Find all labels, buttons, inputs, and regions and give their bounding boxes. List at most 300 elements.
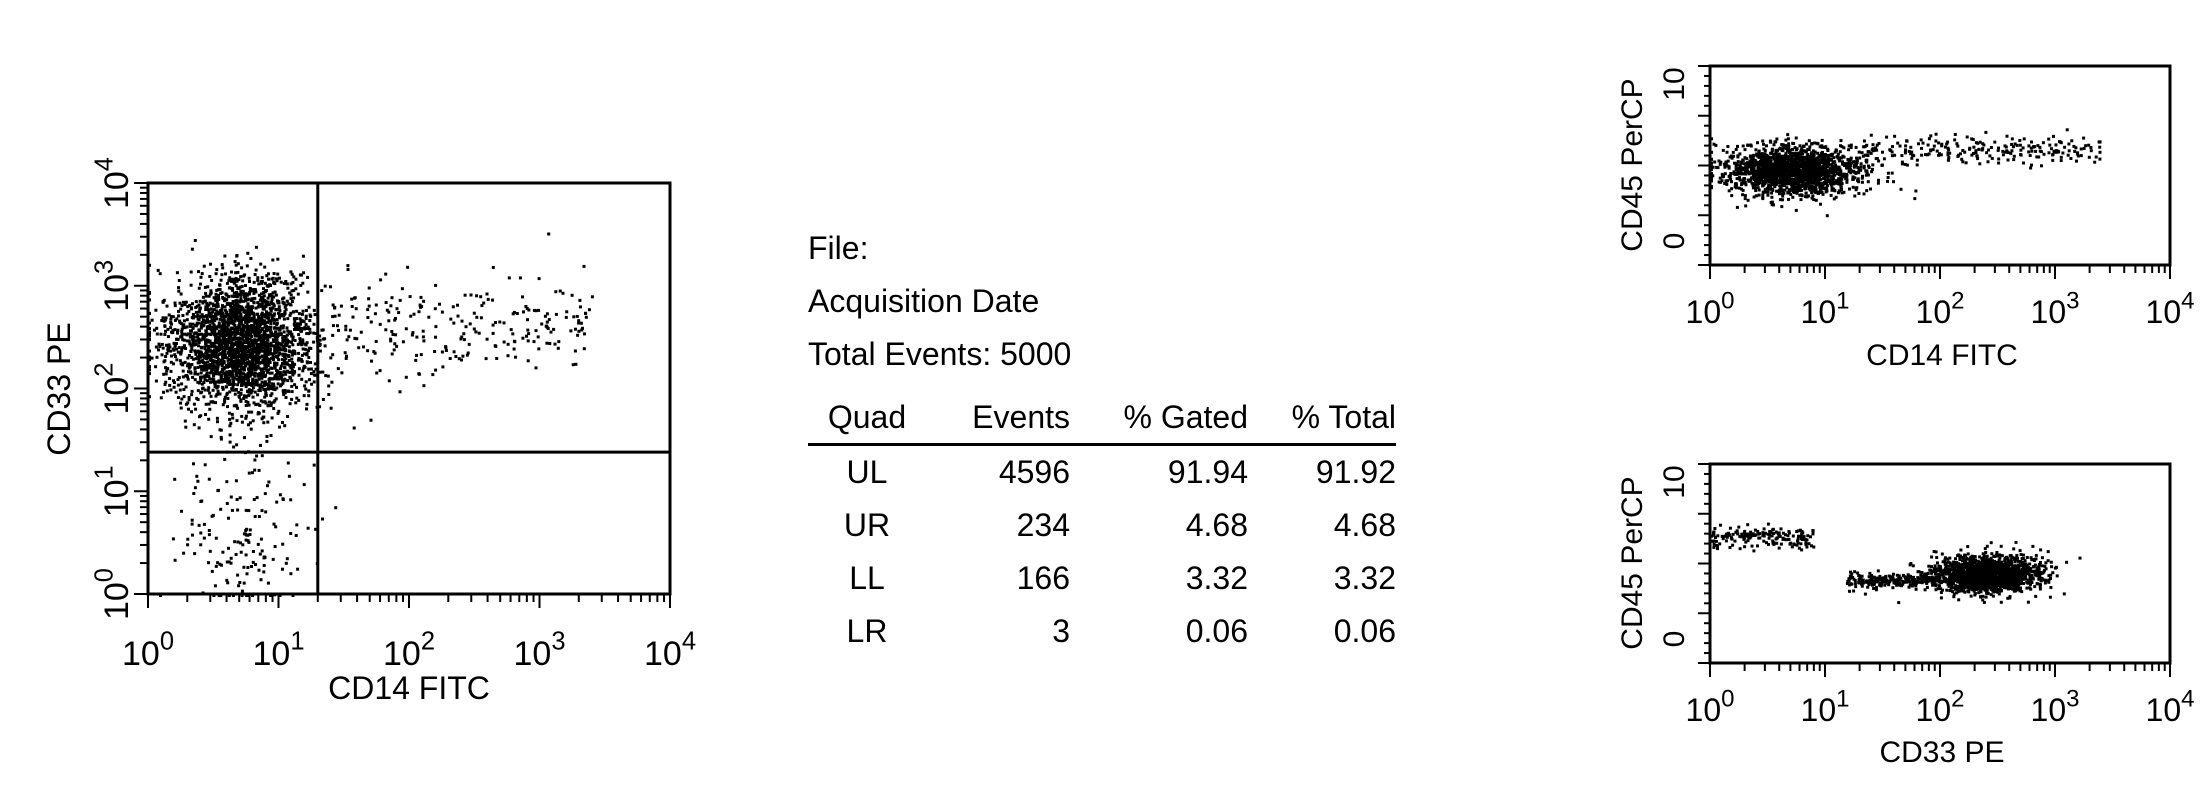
scatter-point bbox=[462, 332, 465, 335]
scatter-point bbox=[307, 356, 310, 359]
scatter-point bbox=[330, 407, 333, 410]
scatter-point bbox=[164, 355, 167, 358]
scatter-point bbox=[1786, 133, 1789, 136]
scatter-point bbox=[438, 303, 441, 306]
scatter-point bbox=[207, 367, 210, 370]
scatter-point bbox=[252, 550, 255, 553]
scatter-point bbox=[1900, 188, 1903, 191]
scatter-point bbox=[245, 298, 248, 301]
scatter-point bbox=[148, 368, 151, 371]
scatter-point bbox=[282, 354, 285, 357]
scatter-point bbox=[1775, 153, 1778, 156]
scatter-point bbox=[1811, 189, 1814, 192]
scatter-point bbox=[545, 325, 548, 328]
scatter-point bbox=[480, 304, 483, 307]
scatter-point bbox=[232, 366, 235, 369]
scatter-point bbox=[324, 285, 327, 288]
scatter-point bbox=[200, 391, 203, 394]
scatter-point bbox=[273, 282, 276, 285]
scatter-point bbox=[1837, 191, 1840, 194]
scatter-point bbox=[300, 343, 303, 346]
scatter-point bbox=[245, 415, 248, 418]
scatter-point bbox=[303, 483, 306, 486]
scatter-point bbox=[1886, 180, 1889, 183]
scatter-point bbox=[1800, 178, 1803, 181]
scatter-point bbox=[233, 540, 236, 543]
scatter-point bbox=[1757, 186, 1760, 189]
scatter-point bbox=[198, 524, 201, 527]
scatter-point bbox=[220, 273, 223, 276]
scatter-point bbox=[393, 342, 396, 345]
scatter-point bbox=[197, 270, 200, 273]
scatter-point bbox=[219, 318, 222, 321]
scatter-point bbox=[212, 389, 215, 392]
scatter-point bbox=[375, 372, 378, 375]
scatter-point bbox=[239, 311, 242, 314]
scatter-point bbox=[208, 320, 211, 323]
scatter-point bbox=[178, 279, 181, 282]
scatter-point bbox=[197, 350, 200, 353]
scatter-point bbox=[473, 312, 476, 315]
scatter-point bbox=[1715, 166, 1718, 169]
scatter-point bbox=[1865, 189, 1868, 192]
scatter-point bbox=[227, 352, 230, 355]
scatter-point bbox=[295, 523, 298, 526]
scatter-point bbox=[157, 348, 160, 351]
scatter-point bbox=[352, 316, 355, 319]
scatter-point bbox=[1785, 186, 1788, 189]
scatter-point bbox=[307, 527, 310, 530]
scatter-point bbox=[288, 371, 291, 374]
scatter-point bbox=[215, 537, 218, 540]
scatter-point bbox=[257, 306, 260, 309]
scatter-point bbox=[234, 260, 237, 263]
scatter-point bbox=[466, 354, 469, 357]
scatter-point bbox=[1782, 149, 1785, 152]
scatter-point bbox=[260, 280, 263, 283]
scatter-point bbox=[231, 302, 234, 305]
scatter-point bbox=[223, 372, 226, 375]
scatter-point bbox=[273, 314, 276, 317]
scatter-point bbox=[1815, 199, 1818, 202]
scatter-point bbox=[186, 543, 189, 546]
scatter-point bbox=[264, 361, 267, 364]
scatter-point bbox=[242, 300, 245, 303]
scatter-point bbox=[368, 287, 371, 290]
scatter-point bbox=[190, 393, 193, 396]
scatter-point bbox=[253, 498, 256, 501]
scatter-point bbox=[164, 325, 167, 328]
scatter-point bbox=[192, 335, 195, 338]
scatter-point bbox=[387, 311, 390, 314]
scatter-point bbox=[273, 322, 276, 325]
scatter-point bbox=[278, 426, 281, 429]
scatter-point bbox=[263, 351, 266, 354]
scatter-point bbox=[176, 271, 179, 274]
scatter-point bbox=[291, 300, 294, 303]
scatter-point bbox=[238, 278, 241, 281]
scatter-point bbox=[264, 316, 267, 319]
scatter-point bbox=[441, 311, 444, 314]
scatter-point bbox=[169, 388, 172, 391]
scatter-point bbox=[268, 401, 271, 404]
scatter-point bbox=[572, 363, 575, 366]
scatter-point bbox=[475, 316, 478, 319]
scatter-point bbox=[190, 345, 193, 348]
scatter-point bbox=[1826, 214, 1829, 217]
scatter-point bbox=[246, 382, 249, 385]
scatter-point bbox=[554, 290, 557, 293]
scatter-point bbox=[186, 538, 189, 541]
scatter-point bbox=[208, 325, 211, 328]
scatter-point bbox=[269, 387, 272, 390]
scatter-point bbox=[186, 318, 189, 321]
scatter-point bbox=[1758, 156, 1761, 159]
scatter-point bbox=[174, 344, 177, 347]
scatter-point bbox=[1800, 198, 1803, 201]
scatter-point bbox=[547, 233, 550, 236]
scatter-point bbox=[247, 320, 250, 323]
table-cell: 0.06 bbox=[1185, 613, 1248, 649]
scatter-point bbox=[1782, 143, 1785, 146]
scatter-point bbox=[195, 300, 198, 303]
scatter-point bbox=[452, 305, 455, 308]
scatter-point bbox=[1758, 181, 1761, 184]
scatter-point bbox=[546, 312, 549, 315]
scatter-point bbox=[1767, 168, 1770, 171]
scatter-point bbox=[313, 323, 316, 326]
scatter-point bbox=[217, 288, 220, 291]
scatter-point bbox=[1784, 182, 1787, 185]
scatter-point bbox=[203, 265, 206, 268]
scatter-point bbox=[159, 594, 162, 597]
scatter-point bbox=[255, 313, 258, 316]
scatter-point bbox=[1744, 194, 1747, 197]
scatter-point bbox=[201, 272, 204, 275]
scatter-point bbox=[177, 384, 180, 387]
scatter-point bbox=[324, 374, 327, 377]
scatter-point bbox=[175, 358, 178, 361]
scatter-point bbox=[163, 320, 166, 323]
scatter-point bbox=[148, 327, 151, 330]
scatter-point bbox=[579, 305, 582, 308]
scatter-point bbox=[265, 274, 268, 277]
scatter-point bbox=[290, 341, 293, 344]
scatter-point bbox=[405, 327, 408, 330]
scatter-point bbox=[156, 333, 159, 336]
scatter-point bbox=[222, 315, 225, 318]
scatter-point bbox=[242, 275, 245, 278]
scatter-point bbox=[1920, 147, 1923, 150]
scatter-point bbox=[274, 545, 277, 548]
scatter-point bbox=[1781, 173, 1784, 176]
scatter-point bbox=[273, 345, 276, 348]
scatter-point bbox=[283, 331, 286, 334]
scatter-point bbox=[1753, 196, 1756, 199]
scatter-point bbox=[491, 299, 494, 302]
scatter-point bbox=[224, 292, 227, 295]
scatter-point bbox=[286, 317, 289, 320]
scatter-point bbox=[199, 360, 202, 363]
scatter-point bbox=[235, 337, 238, 340]
scatter-point bbox=[1713, 161, 1716, 164]
scatter-point bbox=[513, 311, 516, 314]
scatter-point bbox=[243, 380, 246, 383]
scatter-point bbox=[184, 420, 187, 423]
scatter-point bbox=[379, 278, 382, 281]
scatter-point bbox=[1805, 143, 1808, 146]
scatter-point bbox=[1881, 164, 1884, 167]
scatter-point bbox=[1710, 175, 1713, 178]
scatter-point bbox=[208, 392, 211, 395]
scatter-point bbox=[226, 302, 229, 305]
scatter-point bbox=[1840, 185, 1843, 188]
scatter-point bbox=[307, 394, 310, 397]
table-cell: 4.68 bbox=[1185, 507, 1248, 543]
scatter-point bbox=[1710, 158, 1713, 161]
scatter-point bbox=[441, 351, 444, 354]
scatter-point bbox=[270, 404, 273, 407]
scatter-point bbox=[527, 309, 530, 312]
scatter-point bbox=[228, 560, 231, 563]
scatter-point bbox=[1841, 163, 1844, 166]
scatter-point bbox=[357, 346, 360, 349]
scatter-point bbox=[198, 382, 201, 385]
scatter-point bbox=[249, 352, 252, 355]
scatter-point bbox=[1815, 167, 1818, 170]
scatter-point bbox=[370, 321, 373, 324]
scatter-point bbox=[1741, 193, 1744, 196]
scatter-point bbox=[202, 395, 205, 398]
scatter-point bbox=[494, 321, 497, 324]
scatter-point bbox=[349, 329, 352, 332]
scatter-point bbox=[235, 316, 238, 319]
scatter-point bbox=[235, 372, 238, 375]
scatter-point bbox=[292, 289, 295, 292]
scatter-point bbox=[1863, 192, 1866, 195]
scatter-point bbox=[224, 396, 227, 399]
scatter-point bbox=[200, 346, 203, 349]
scatter-point bbox=[274, 308, 277, 311]
scatter-point bbox=[237, 328, 240, 331]
x-tick-label: $10^2$ bbox=[382, 627, 436, 673]
scatter-point bbox=[414, 359, 417, 362]
scatter-point bbox=[1721, 173, 1724, 176]
scatter-point bbox=[292, 594, 295, 597]
scatter-point bbox=[246, 294, 249, 297]
scatter-point bbox=[591, 295, 594, 298]
scatter-point bbox=[271, 416, 274, 419]
scatter-point bbox=[277, 353, 280, 356]
scatter-point bbox=[248, 305, 251, 308]
scatter-point bbox=[281, 313, 284, 316]
scatter-point bbox=[226, 313, 229, 316]
scatter-point bbox=[223, 367, 226, 370]
scatter-point bbox=[290, 297, 293, 300]
scatter-point bbox=[1848, 188, 1851, 191]
scatter-point bbox=[275, 501, 278, 504]
scatter-point bbox=[1804, 175, 1807, 178]
scatter-point bbox=[211, 400, 214, 403]
scatter-point bbox=[221, 304, 224, 307]
scatter-point bbox=[208, 295, 211, 298]
scatter-point bbox=[405, 376, 408, 379]
scatter-point bbox=[360, 331, 363, 334]
scatter-point bbox=[216, 393, 219, 396]
scatter-point bbox=[277, 346, 280, 349]
scatter-point bbox=[1822, 158, 1825, 161]
table-cell: 3 bbox=[1052, 613, 1070, 649]
scatter-point bbox=[207, 389, 210, 392]
scatter-point bbox=[1810, 155, 1813, 158]
scatter-point bbox=[194, 486, 197, 489]
scatter-point bbox=[1774, 166, 1777, 169]
scatter-point bbox=[301, 354, 304, 357]
scatter-point bbox=[256, 393, 259, 396]
scatter-point bbox=[445, 349, 448, 352]
scatter-point bbox=[216, 355, 219, 358]
y-tick-label: $10^2$ bbox=[90, 362, 136, 415]
scatter-point bbox=[243, 582, 246, 585]
scatter-point bbox=[427, 316, 430, 319]
scatter-point bbox=[269, 394, 272, 397]
scatter-point bbox=[285, 340, 288, 343]
scatter-point bbox=[1837, 177, 1840, 180]
scatter-point bbox=[415, 336, 418, 339]
scatter-point bbox=[239, 313, 242, 316]
scatter-point bbox=[273, 593, 276, 596]
scatter-point bbox=[235, 479, 238, 482]
scatter-point bbox=[229, 433, 232, 436]
scatter-point bbox=[434, 284, 437, 287]
scatter-point bbox=[1771, 201, 1774, 204]
table-cell: 0.06 bbox=[1333, 613, 1396, 649]
scatter-point bbox=[1877, 182, 1880, 185]
scatter-point bbox=[308, 306, 311, 309]
scatter-point bbox=[1740, 182, 1743, 185]
scatter-point bbox=[254, 273, 257, 276]
scatter-point bbox=[1800, 184, 1803, 187]
scatter-point bbox=[527, 339, 530, 342]
scatter-point bbox=[259, 345, 262, 348]
scatter-point bbox=[1800, 161, 1803, 164]
scatter-point bbox=[295, 310, 298, 313]
scatter-point bbox=[246, 401, 249, 404]
scatter-point bbox=[269, 367, 272, 370]
table-cell: 234 bbox=[1016, 507, 1070, 543]
scatter-point bbox=[232, 380, 235, 383]
scatter-point bbox=[241, 279, 244, 282]
scatter-point bbox=[503, 321, 506, 324]
scatter-point bbox=[237, 584, 240, 587]
scatter-point bbox=[163, 359, 166, 362]
scatter-point bbox=[333, 307, 336, 310]
scatter-point bbox=[255, 334, 258, 337]
scatter-point bbox=[261, 417, 264, 420]
scatter-point bbox=[526, 318, 529, 321]
scatter-point bbox=[245, 553, 248, 556]
scatter-point bbox=[282, 389, 285, 392]
scatter-point bbox=[256, 279, 259, 282]
scatter-point bbox=[1871, 163, 1874, 166]
scatter-point bbox=[233, 324, 236, 327]
scatter-point bbox=[197, 328, 200, 331]
scatter-point bbox=[1761, 196, 1764, 199]
scatter-point bbox=[202, 592, 205, 595]
scatter-point bbox=[190, 307, 193, 310]
scatter-point bbox=[262, 335, 265, 338]
scatter-point bbox=[305, 343, 308, 346]
scatter-point bbox=[180, 349, 183, 352]
scatter-point bbox=[1785, 152, 1788, 155]
scatter-point bbox=[1851, 178, 1854, 181]
scatter-point bbox=[1744, 148, 1747, 151]
scatter-point bbox=[226, 323, 229, 326]
scatter-point bbox=[208, 408, 211, 411]
scatter-point bbox=[209, 381, 212, 384]
scatter-point bbox=[174, 355, 177, 358]
scatter-point bbox=[389, 338, 392, 341]
scatter-point bbox=[184, 426, 187, 429]
scatter-point bbox=[172, 537, 175, 540]
scatter-point bbox=[186, 401, 189, 404]
scatter-point bbox=[220, 279, 223, 282]
scatter-point bbox=[180, 330, 183, 333]
scatter-point bbox=[1756, 141, 1759, 144]
scatter-point bbox=[291, 354, 294, 357]
scatter-point bbox=[1839, 144, 1842, 147]
scatter-point bbox=[1853, 164, 1856, 167]
scatter-point bbox=[495, 357, 498, 360]
scatter-point bbox=[229, 441, 232, 444]
scatter-point bbox=[1792, 178, 1795, 181]
scatter-point bbox=[308, 319, 311, 322]
scatter-point bbox=[1753, 173, 1756, 176]
scatter-point bbox=[226, 282, 229, 285]
scatter-point bbox=[210, 435, 213, 438]
scatter-point bbox=[208, 364, 211, 367]
scatter-point bbox=[306, 276, 309, 279]
scatter-point bbox=[1824, 166, 1827, 169]
scatter-point bbox=[282, 327, 285, 330]
scatter-point bbox=[396, 307, 399, 310]
scatter-point bbox=[244, 284, 247, 287]
scatter-point bbox=[297, 293, 300, 296]
scatter-point bbox=[418, 310, 421, 313]
scatter-point bbox=[292, 310, 295, 313]
scatter-point bbox=[1791, 172, 1794, 175]
scatter-point bbox=[262, 308, 265, 311]
scatter-point bbox=[160, 333, 163, 336]
scatter-point bbox=[1775, 173, 1778, 176]
scatter-point bbox=[273, 365, 276, 368]
y-tick-label: $10^1$ bbox=[90, 465, 136, 518]
scatter-point bbox=[305, 380, 308, 383]
scatter-point bbox=[1773, 143, 1776, 146]
scatter-point bbox=[355, 337, 358, 340]
scatter-point bbox=[217, 325, 220, 328]
scatter-point bbox=[216, 420, 219, 423]
scatter-point bbox=[252, 359, 255, 362]
scatter-point bbox=[263, 320, 266, 323]
scatter-point bbox=[574, 328, 577, 331]
table-cell: 4.68 bbox=[1333, 507, 1396, 543]
scatter-point bbox=[537, 309, 540, 312]
scatter-point bbox=[290, 398, 293, 401]
scatter-point bbox=[1804, 187, 1807, 190]
scatter-point bbox=[237, 319, 240, 322]
scatter-point bbox=[1815, 163, 1818, 166]
